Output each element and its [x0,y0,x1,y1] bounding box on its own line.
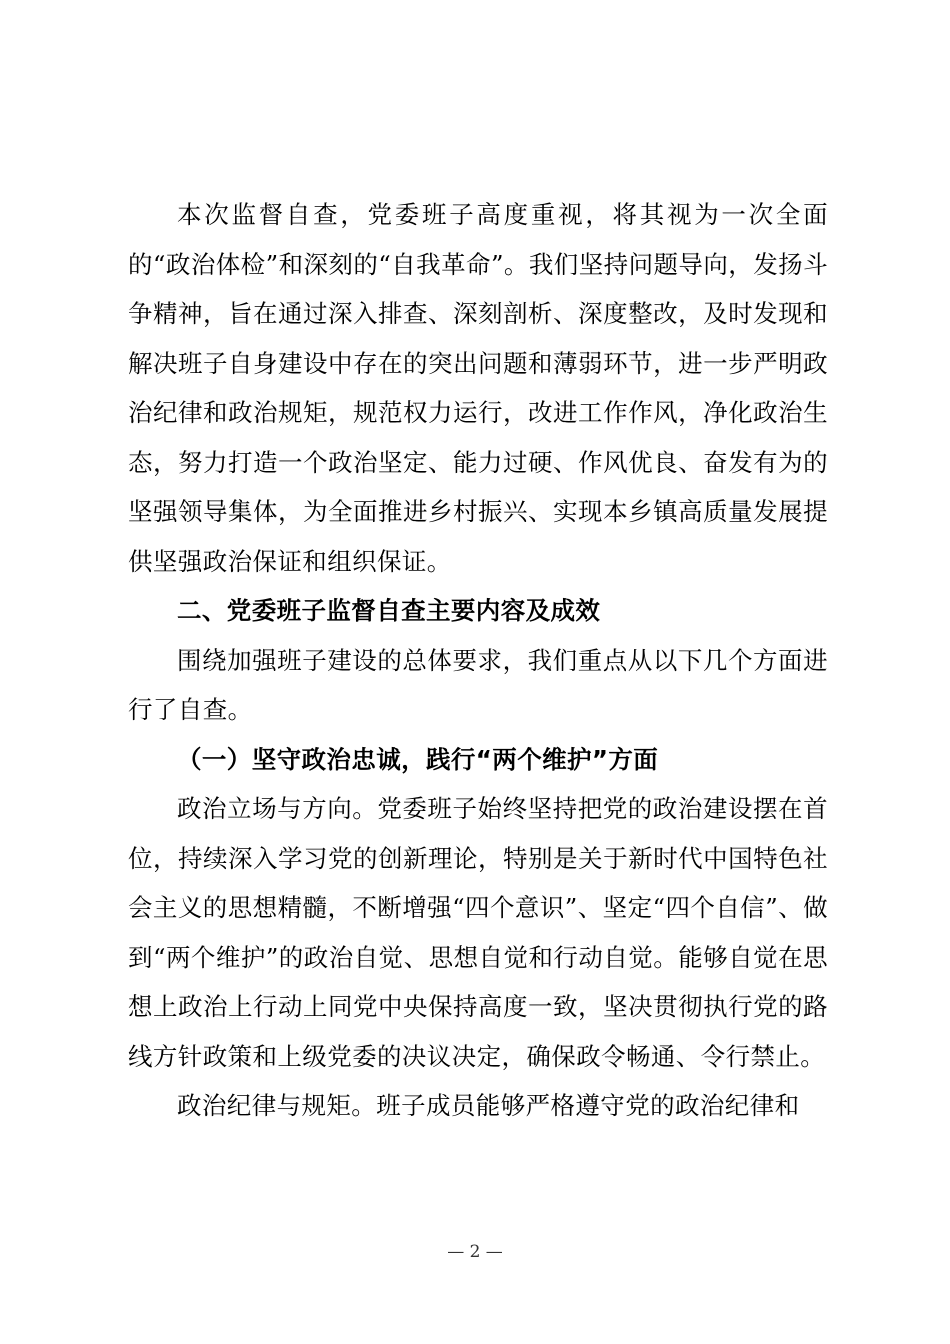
paragraph-overview: 围绕加强班子建设的总体要求，我们重点从以下几个方面进行了自查。 [128,645,828,724]
paragraph-intro: 本次监督自查，党委班子高度重视，将其视为一次全面的“政治体检”和深刻的“自我革命”。我们坚持问题导向，发扬斗争精神，旨在通过深入排查、深刻剖析、深度整改，及时发现和解决班子自身建设中存在的突出问题和薄弱环节，进一步严明政治纪律和政治规矩，规范权力运行，改进工作作风，净化政治生态，努力打造一个政治坚定、能力过硬、作风优良、奋发有为的坚强领导集体，为全面推进乡村振兴、实现本乡镇高质量发展提供坚强政治保证和组织保证。 [128,200,828,576]
paragraph-political-stance: 政治立场与方向。党委班子始终坚持把党的政治建设摆在首位，持续深入学习党的创新理论，特别是关于新时代中国特色社会主义的思想精髓，不断增强“四个意识”、坚定“四个自信”、做到“两个维护”的政治自觉、思想自觉和行动自觉。能够自觉在思想上政治上行动上同党中央保持高度一致，坚决贯彻执行党的路线方针政策和上级党委的决议决定，确保政令畅通、令行禁止。 [128,794,828,1071]
page-number: — 2 — [447,1242,503,1262]
paragraph-political-discipline: 政治纪律与规矩。班子成员能够严格遵守党的政治纪律和 [177,1091,800,1120]
document-body [128,190,828,1131]
subsection-heading: （一）坚守政治忠诚，践行“两个维护”方面 [177,744,659,774]
section-heading: 二、党委班子监督自查主要内容及成效 [177,596,601,625]
